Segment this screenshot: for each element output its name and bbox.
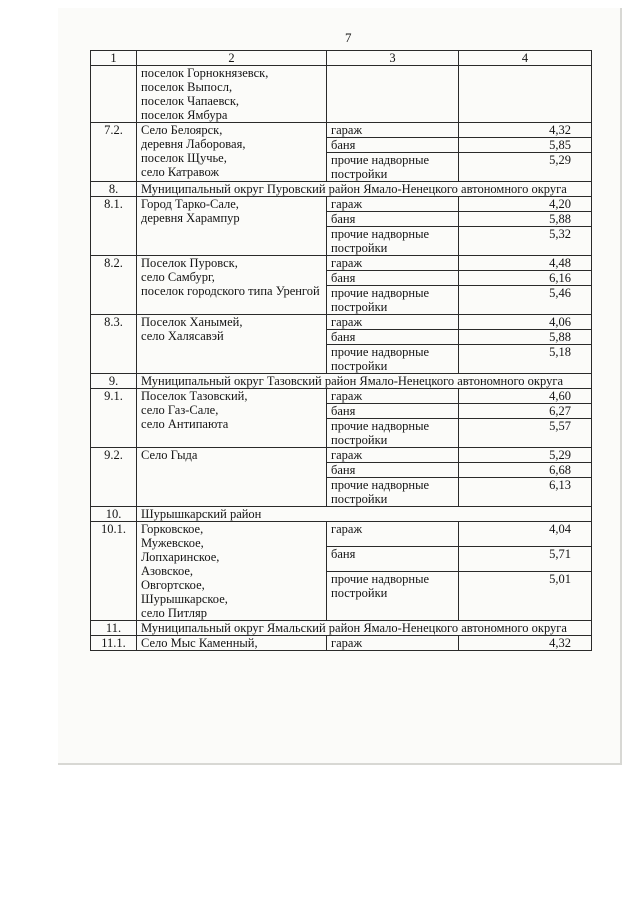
settlement-list (137, 197, 327, 256)
building-type: прочие надворные постройки (327, 572, 459, 621)
settlement-list (137, 448, 327, 507)
row-number: 10. (91, 507, 137, 522)
header-col-2: 2 (137, 51, 327, 66)
section-title: Муниципальный округ Пуровский район Ямало-Ненецкого автономного округа (137, 182, 592, 197)
settlement-names: Поселок Пуровск, село Самбург, поселок городского типа Уренгой (141, 256, 320, 298)
settlement-names: Село Белоярск, деревня Лаборовая, поселок Щучье, село Катравож (141, 123, 246, 179)
settlement-names: Село Мыс Каменный, (141, 636, 258, 650)
coefficient-value: 6,16 (459, 271, 592, 286)
settlement-names: Горковское, Мужевское, Лопхаринское, Азовское, Овгортское, Шурышкарское, село Питляр (141, 522, 228, 620)
settlement-list (137, 315, 327, 374)
coefficient-value: 4,48 (459, 256, 592, 271)
coefficient-value: 4,06 (459, 315, 592, 330)
table-row (91, 448, 592, 463)
row-number: 9.2. (91, 448, 137, 507)
section-title: Муниципальный округ Тазовский район Ямало-Ненецкого автономного округа (137, 374, 592, 389)
coefficient-value: 4,04 (459, 522, 592, 547)
row-number: 9. (91, 374, 137, 389)
header-col-1: 1 (91, 51, 137, 66)
table-row (91, 66, 592, 123)
row-number: 7.2. (91, 123, 137, 182)
coefficient-value: 6,27 (459, 404, 592, 419)
section-row (91, 507, 592, 522)
coefficient-value: 5,01 (459, 572, 592, 621)
building-type: прочие надворные постройки (327, 227, 459, 256)
section-title: Шурышкарский район (137, 507, 592, 522)
building-type: гараж (327, 197, 459, 212)
building-type: гараж (327, 636, 459, 651)
coefficient-value (459, 66, 592, 123)
coefficient-value: 5,32 (459, 227, 592, 256)
building-type: прочие надворные постройки (327, 286, 459, 315)
building-type: гараж (327, 448, 459, 463)
coefficient-value: 4,60 (459, 389, 592, 404)
row-number: 8.2. (91, 256, 137, 315)
coefficient-value: 5,71 (459, 547, 592, 572)
table-row (91, 197, 592, 212)
coefficient-value: 6,68 (459, 463, 592, 478)
settlement-list (137, 389, 327, 448)
section-row (91, 621, 592, 636)
coefficient-value: 4,32 (459, 123, 592, 138)
table-row (91, 315, 592, 330)
row-number (91, 66, 137, 123)
page-number: 7 (345, 30, 352, 45)
row-number: 8.1. (91, 197, 137, 256)
table-row (91, 389, 592, 404)
row-number: 10.1. (91, 522, 137, 621)
building-type: баня (327, 212, 459, 227)
settlement-names: Город Тарко-Сале, деревня Харампур (141, 197, 240, 225)
coefficient-value: 5,88 (459, 212, 592, 227)
settlement-list (137, 636, 327, 651)
settlement-list (137, 123, 327, 182)
header-col-3: 3 (327, 51, 459, 66)
building-type: гараж (327, 315, 459, 330)
row-number: 11.1. (91, 636, 137, 651)
building-type: баня (327, 404, 459, 419)
building-type: баня (327, 330, 459, 345)
coefficient-value: 5,46 (459, 286, 592, 315)
coefficient-value: 5,29 (459, 448, 592, 463)
table-row (91, 636, 592, 651)
building-type: баня (327, 547, 459, 572)
row-number: 8.3. (91, 315, 137, 374)
settlement-names: поселок Горнокнязевск, поселок Выпосл, поселок Чапаевск, поселок Ямбура (141, 66, 269, 122)
coefficient-value: 6,13 (459, 478, 592, 507)
building-type: прочие надворные постройки (327, 345, 459, 374)
building-type: прочие надворные постройки (327, 153, 459, 182)
coefficient-value: 5,85 (459, 138, 592, 153)
coefficient-value: 5,29 (459, 153, 592, 182)
building-type: гараж (327, 123, 459, 138)
building-type: гараж (327, 389, 459, 404)
building-type: баня (327, 271, 459, 286)
table-header-row (91, 51, 592, 66)
building-type: гараж (327, 256, 459, 271)
coefficient-value: 4,32 (459, 636, 592, 651)
row-number: 11. (91, 621, 137, 636)
table-row (91, 123, 592, 138)
settlement-names: Поселок Тазовский, село Газ-Сале, село Антипаюта (141, 389, 248, 431)
settlement-list (137, 66, 327, 123)
building-type: гараж (327, 522, 459, 547)
settlement-list (137, 256, 327, 315)
coefficient-value: 5,88 (459, 330, 592, 345)
header-col-4: 4 (459, 51, 592, 66)
section-row (91, 182, 592, 197)
building-type: прочие надворные постройки (327, 478, 459, 507)
section-row (91, 374, 592, 389)
row-number: 9.1. (91, 389, 137, 448)
row-number: 8. (91, 182, 137, 197)
settlement-names: Село Гыда (141, 448, 198, 462)
building-type: прочие надворные постройки (327, 419, 459, 448)
settlement-list (137, 522, 327, 621)
table-row (91, 256, 592, 271)
building-type: баня (327, 138, 459, 153)
section-title: Муниципальный округ Ямальский район Ямало-Ненецкого автономного округа (137, 621, 592, 636)
settlement-names: Поселок Ханымей, село Халясавэй (141, 315, 243, 343)
coefficient-value: 4,20 (459, 197, 592, 212)
coefficient-value: 5,57 (459, 419, 592, 448)
building-type (327, 66, 459, 123)
table-row (91, 522, 592, 547)
rates-table (90, 50, 592, 651)
coefficient-value: 5,18 (459, 345, 592, 374)
building-type: баня (327, 463, 459, 478)
